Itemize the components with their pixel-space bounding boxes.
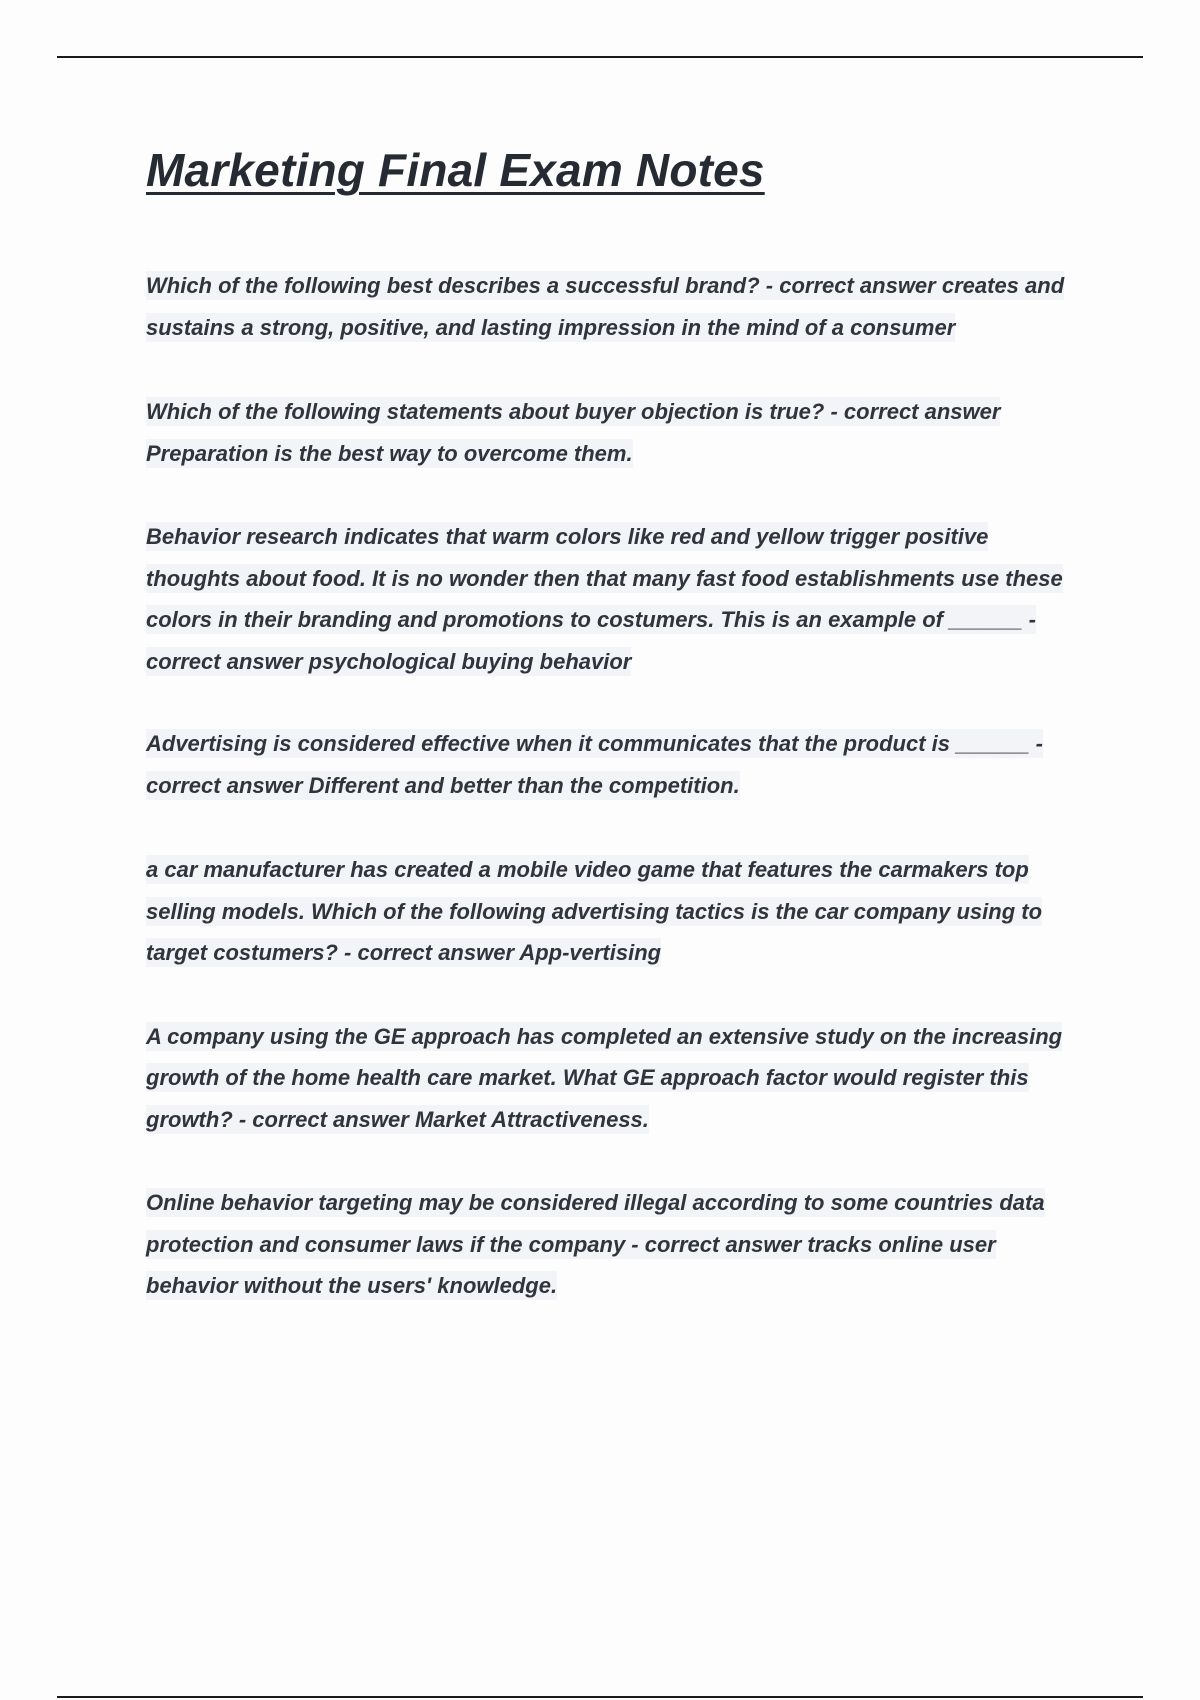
qa-entry xyxy=(146,849,1088,974)
qa-entry xyxy=(146,1182,1088,1307)
qa-list xyxy=(146,265,1088,1349)
qa-entry-text: Which of the following best describes a successful brand? - correct answer creates and sustains a strong, positive, and lasting impression in the mind of a consumer xyxy=(146,273,1065,340)
qa-entry xyxy=(146,265,1088,348)
page-title: Marketing Final Exam Notes xyxy=(146,144,765,196)
qa-entry xyxy=(146,1016,1088,1141)
qa-entry xyxy=(146,391,1088,474)
qa-entry-text: a car manufacturer has created a mobile video game that features the carmakers top selling models. Which of the following advertising tactics is the car company using to target costumers? - correct answer App-vertising xyxy=(146,857,1043,965)
qa-entry xyxy=(146,516,1088,682)
qa-entry xyxy=(146,723,1088,806)
bottom-rule xyxy=(57,1696,1143,1698)
qa-entry-text: Online behavior targeting may be considered illegal according to some countries data protection and consumer laws if the company - correct answer tracks online user behavior without the users' knowledge. xyxy=(146,1190,1045,1298)
qa-entry-text: A company using the GE approach has completed an extensive study on the increasing growth of the home health care market. What GE approach factor would register this growth? - correct answer Market Attractiveness. xyxy=(146,1023,1063,1132)
top-rule xyxy=(57,56,1143,58)
qa-entry-text: Which of the following statements about buyer objection is true? - correct answer Preparation is the best way to overcome them. xyxy=(146,399,1001,466)
qa-entry-text: Advertising is considered effective when it communicates that the product is ______ - correct answer Different and better than the competition. xyxy=(146,731,1043,798)
qa-entry-text: Behavior research indicates that warm colors like red and yellow trigger positive thoughts about food. It is no wonder then that many fast food establishments use these colors in their branding and promotions to costumers. This is an example of ______ - correct answer psychological buying behavior xyxy=(146,524,1063,674)
